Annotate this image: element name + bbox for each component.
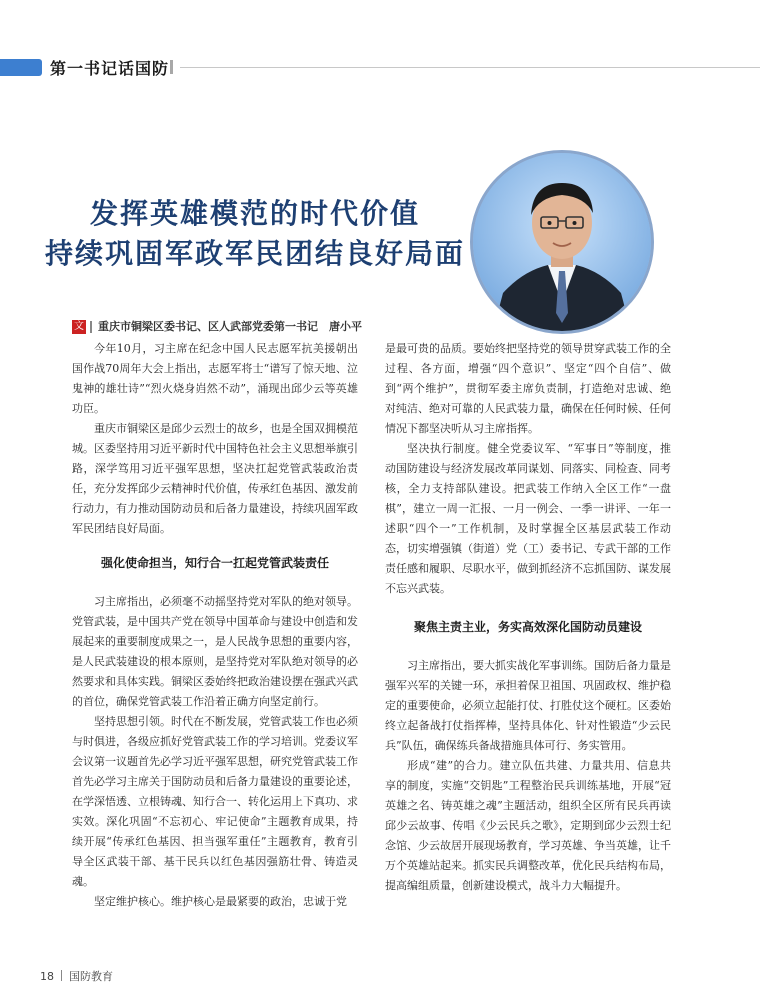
paragraph: 今年10月，习主席在纪念中国人民志愿军抗美援朝出国作战70周年大会上指出，志愿军将士“谱写了惊天地、泣鬼神的雄壮诗”“烈火烧身岿然不动”，涌现出邱少云等英雄功臣。	[72, 342, 358, 415]
byline: 重庆市铜梁区委书记、区人武部党委第一书记 唐小平	[98, 320, 362, 333]
section-label: 第一书记话国防	[50, 59, 170, 78]
portrait-illustration	[473, 153, 651, 331]
page-footer	[40, 968, 113, 984]
article-title-line-1: 发挥英雄模范的时代价值	[89, 197, 420, 230]
left-column	[72, 339, 358, 912]
subheading: 聚焦主责主业，务实高效深化国防动员建设	[413, 620, 642, 634]
right-column	[385, 339, 671, 896]
byline-mark: 文	[74, 321, 84, 332]
paragraph: 坚决执行制度。健全党委议军、“军事日”等制度，推动国防建设与经济发展改革同谋划、同落实、同检查、同考核，全力支持部队建设。把武装工作纳入全区工作“一盘棋”，建立一周一汇报、一月一例会、一季一讲评、一年一述职“四个一”工作机制，及时掌握全区基层武装工作动态，切实增强镇（街道）党（工）委书记、专武干部的工作责任感和履职、尽职水平，做到抓经济不忘抓国防、谋发展不忘兴武装。	[385, 442, 671, 595]
section-divider-mark	[170, 60, 173, 74]
publication-name: 国防教育	[69, 970, 113, 983]
subheading: 强化使命担当，知行合一扛起党管武装责任	[100, 556, 329, 570]
page-number: 18	[40, 970, 54, 983]
paragraph: 习主席指出，要大抓实战化军事训练。国防后备力量是强军兴军的关键一环，承担着保卫祖国、巩固政权、维护稳定的重要使命，必须立起能打仗、打胜仗这个硬杠。区委始终立起备战打仗指挥棒，坚持具体化、针对性锻造“少云民兵”队伍，确保练兵备战措施具体可行、务实管用。	[385, 659, 671, 752]
byline-divider	[90, 321, 92, 333]
author-portrait	[470, 150, 654, 334]
paragraph: 形成“建”的合力。建立队伍共建、力量共用、信息共享的制度，实施“交钥匙”工程整治民兵训练基地，开展“冠英雄之名、铸英雄之魂”主题活动，组织全区所有民兵再读邱少云故事、传唱《少云民兵之歌》，定期到邱少云烈士纪念馆、少云故居开展现场教育，学习英雄、争当英雄，让千万个英雄站起来。抓实民兵调整改革，优化民兵结构布局，提高编组质量，创新建设模式，战斗力大幅提升。	[385, 759, 671, 892]
article-title-line-2: 持续巩固军政军民团结良好局面	[44, 237, 465, 270]
header-rule	[180, 67, 760, 68]
section-accent-bar	[0, 59, 42, 76]
paragraph: 重庆市铜梁区是邱少云烈士的故乡，也是全国双拥模范城。区委坚持用习近平新时代中国特色社会主义思想举旗引路，深学笃用习近平强军思想，坚决扛起党管武装政治责任，充分发挥邱少云精神时代价值，传承红色基因、激发前行动力，有力推动国防动员和后备力量建设，持续巩固军政军民团结良好局面。	[72, 422, 358, 535]
paragraph: 习主席指出，必须毫不动摇坚持党对军队的绝对领导。党管武装，是中国共产党在领导中国革命与建设中创造和发展起来的重要制度成果之一，是人民战争思想的重要内容，是人民武装建设的根本原则，是坚持党对军队绝对领导的必然要求和具体实践。铜梁区委始终把政治建设摆在强武兴武的首位，确保党管武装工作沿着正确方向坚定前行。	[72, 595, 358, 708]
footer-divider	[61, 970, 62, 981]
paragraph: 是最可贵的品质。要始终把坚持党的领导贯穿武装工作的全过程、各方面，增强“四个意识”、坚定“四个自信”、做到“两个维护”，贯彻军委主席负责制，打造绝对忠诚、绝对纯洁、绝对可靠的人民武装力量，确保在任何时候、任何情况下都坚决听从习主席指挥。	[385, 342, 671, 435]
paragraph: 坚持思想引领。时代在不断发展，党管武装工作也必须与时俱进，各级应抓好党管武装工作的学习培训。党委议军会议第一议题首先必学习近平强军思想，研究党管武装工作首先必学习主席关于国防动员和后备力量建设的重要论述，在学深悟透、立根铸魂、知行合一、转化运用上下真功、求实效。深化巩固“不忘初心、牢记使命”主题教育成果，持续开展“传承红色基因、担当强军重任”主题教育，教育引导全区武装干部、基干民兵以红色基因强筋壮骨、铸造灵魂。	[72, 715, 358, 888]
paragraph: 坚定维护核心。维护核心是最紧要的政治，忠诚于党	[94, 895, 347, 908]
